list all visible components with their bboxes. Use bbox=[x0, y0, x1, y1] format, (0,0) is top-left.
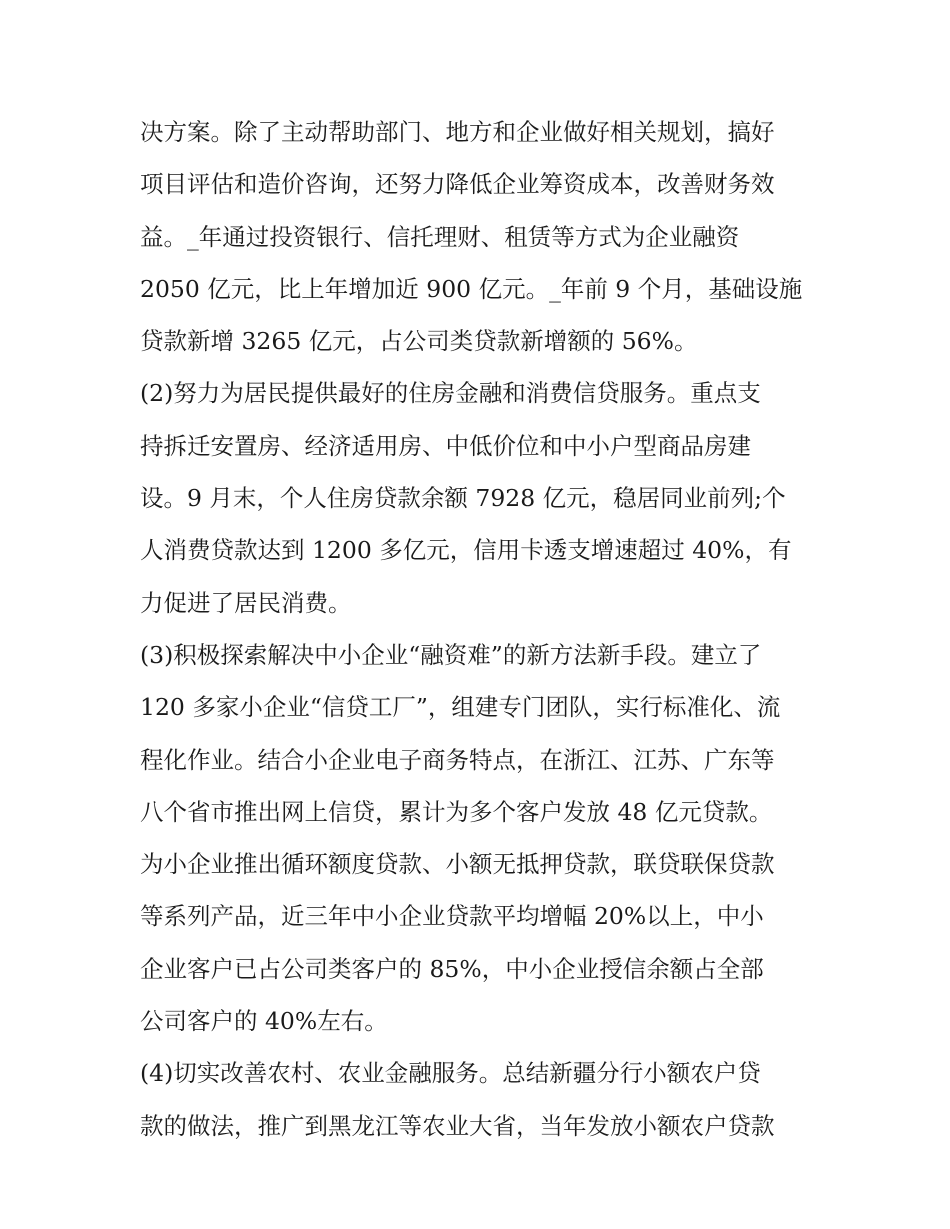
text-line: 程化作业。结合小企业电子商务特点，在浙江、江苏、广东等 bbox=[140, 745, 775, 774]
text-line: 益。_年通过投资银行、信托理财、租赁等方式为企业融资 bbox=[140, 222, 740, 251]
text-line: (4)切实改善农村、农业金融服务。总结新疆分行小额农户贷 bbox=[140, 1059, 761, 1088]
text-line: 公司客户的 40%左右。 bbox=[140, 1007, 388, 1036]
text-line: 贷款新增 3265 亿元，占公司类贷款新增额的 56%。 bbox=[140, 327, 698, 356]
text-line: 持拆迁安置房、经济适用房、中低价位和中小户型商品房建 bbox=[140, 431, 751, 460]
text-line: 八个省市推出网上信贷，累计为多个客户发放 48 亿元贷款。 bbox=[140, 797, 773, 826]
text-line: 项目评估和造价咨询，还努力降低企业筹资成本，改善财务效 bbox=[140, 170, 775, 199]
text-line: 等系列产品，近三年中小企业贷款平均增幅 20%以上，中小 bbox=[140, 902, 764, 931]
text-line: 为小企业推出循环额度贷款、小额无抵押贷款，联贷联保贷款 bbox=[140, 850, 775, 879]
text-line: 2050 亿元，比上年增加近 900 亿元。_年前 9 个月，基础设施 bbox=[140, 274, 803, 303]
text-line: 决方案。除了主动帮助部门、地方和企业做好相关规划，搞好 bbox=[140, 118, 775, 146]
text-line: 力促进了居民消费。 bbox=[140, 588, 352, 617]
text-line: (2)努力为居民提供最好的住房金融和消费信贷服务。重点支 bbox=[140, 379, 761, 408]
text-line: 人消费贷款达到 1200 多亿元，信用卡透支增速超过 40%，有 bbox=[140, 536, 792, 565]
text-line: 120 多家小企业“信贷工厂”，组建专门团队，实行标准化、流 bbox=[140, 693, 781, 722]
text-line: 设。9 月末，个人住房贷款余额 7928 亿元，稳居同业前列;个 bbox=[140, 484, 786, 513]
text-line: 企业客户已占公司类客户的 85%，中小企业授信余额占全部 bbox=[140, 954, 764, 983]
text-line: (3)积极探索解决中小企业“融资难”的新方法新手段。建立了 bbox=[140, 640, 762, 669]
body-text bbox=[140, 106, 820, 1152]
text-line: 款的做法，推广到黑龙江等农业大省，当年发放小额农户贷款 bbox=[140, 1111, 775, 1140]
